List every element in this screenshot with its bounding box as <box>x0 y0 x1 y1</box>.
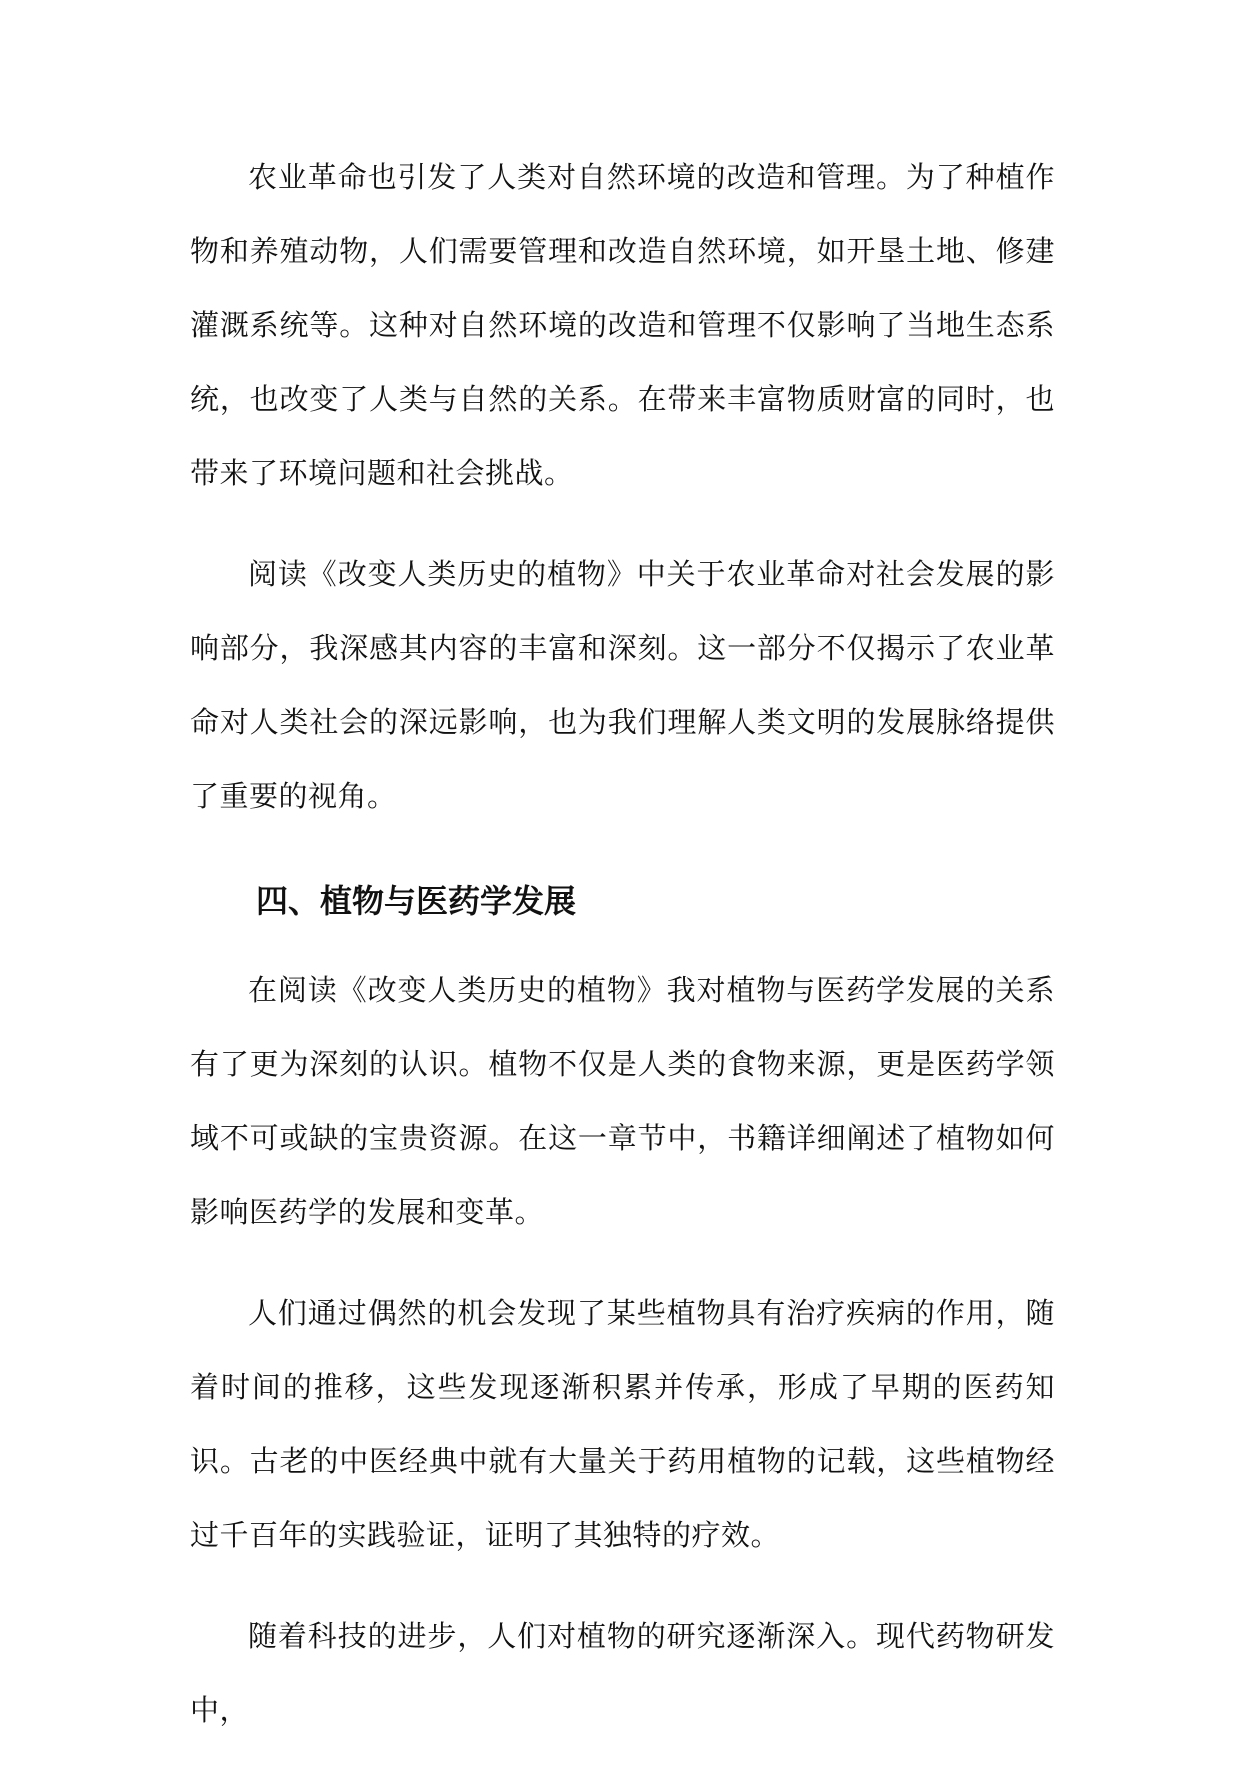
paragraph-reading-impression: 阅读《改变人类历史的植物》中关于农业革命对社会发展的影响部分，我深感其内容的丰富和深刻。这一部分不仅揭示了农业革命对人类社会的深远影响，也为我们理解人类文明的发展脉络提供了重要的视角。 <box>190 557 1055 813</box>
paragraph-agriculture-environment: 农业革命也引发了人类对自然环境的改造和管理。为了种植作物和养殖动物，人们需要管理和改造自然环境，如开垦土地、修建灌溉系统等。这种对自然环境的改造和管理不仅影响了当地生态系统，也改变了人类与自然的关系。在带来丰富物质财富的同时，也带来了环境问题和社会挑战。 <box>190 160 1055 490</box>
paragraph-plants-medicine-intro: 在阅读《改变人类历史的植物》我对植物与医药学发展的关系有了更为深刻的认识。植物不仅是人类的食物来源，更是医药学领域不可或缺的宝贵资源。在这一章节中，书籍详细阐述了植物如何影响医药学的发展和变革。 <box>190 973 1055 1229</box>
paragraph-early-medicine-knowledge: 人们通过偶然的机会发现了某些植物具有治疗疾病的作用，随着时间的推移，这些发现逐渐积累并传承，形成了早期的医药知识。古老的中医经典中就有大量关于药用植物的记载，这些植物经过千百年的实践验证，证明了其独特的疗效。 <box>190 1296 1055 1552</box>
document-body <box>190 140 1055 1774</box>
section-heading: 四、植物与医药学发展 <box>256 882 577 920</box>
paragraph-modern-research: 随着科技的进步，人们对植物的研究逐渐深入。现代药物研发中， <box>190 1619 1055 1727</box>
